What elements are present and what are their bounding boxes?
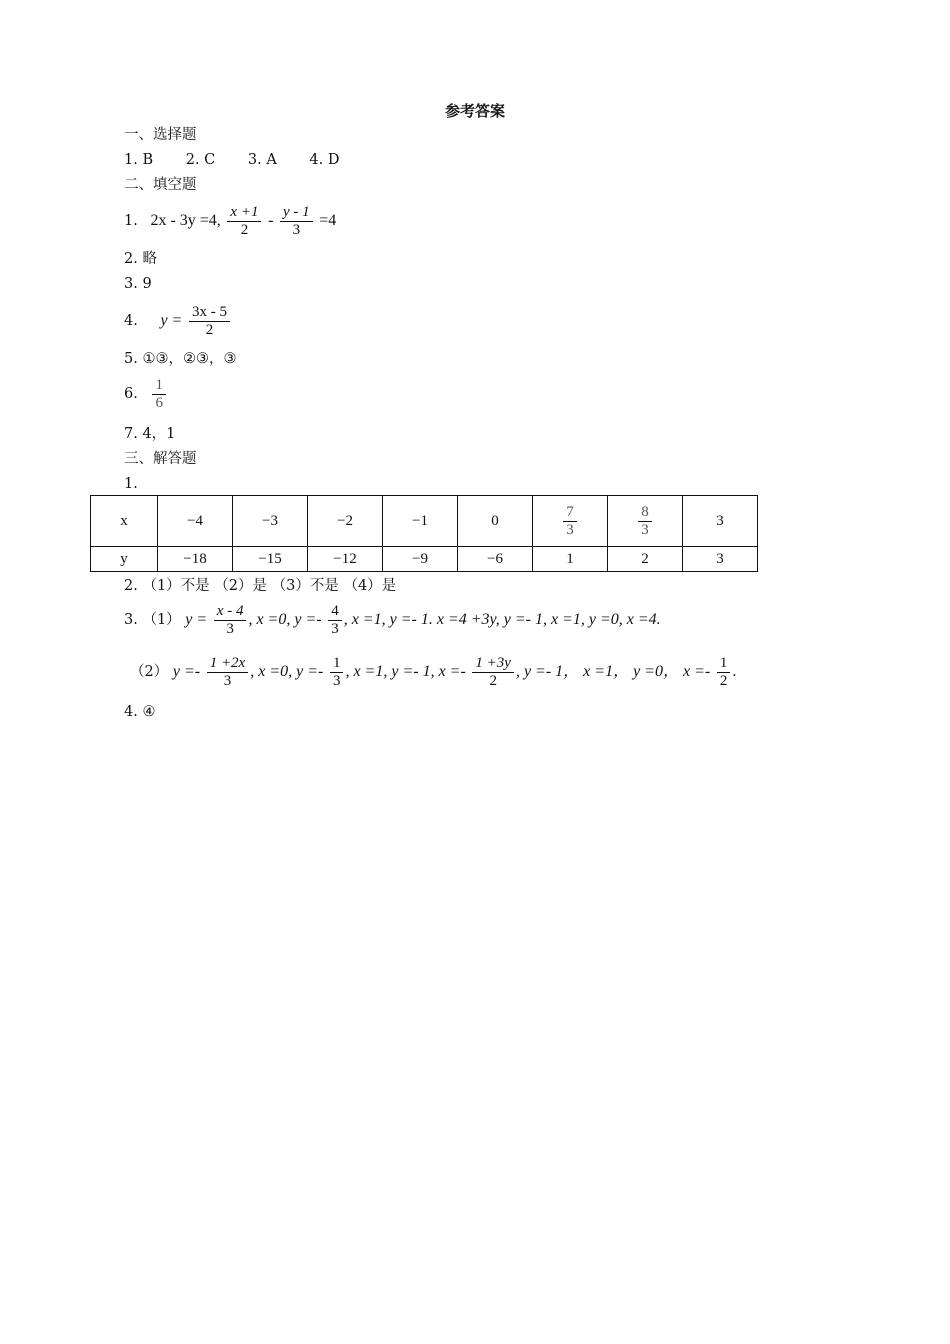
table-cell: 2 — [608, 547, 683, 572]
table-cell: 1 — [533, 547, 608, 572]
solve-3b-fraction-1 — [207, 655, 249, 690]
solve-3-mid: , x =0, y =- — [248, 611, 322, 628]
table-cell — [608, 496, 683, 547]
fraction-denominator: 2 — [205, 321, 214, 338]
choice-answer-1: 1. B — [124, 152, 154, 168]
page-title: 参考答案 — [444, 102, 505, 120]
table-cell: −12 — [308, 547, 383, 572]
fraction-denominator: 6 — [155, 394, 163, 411]
fraction-denominator: 3 — [331, 620, 339, 637]
table-cell: −3 — [233, 496, 308, 547]
solve-3-rest: , x =1, y =- 1. x =4 +3y, y =- 1, x =1, y =0, x =4. — [343, 611, 661, 628]
solve-3b-end: . — [732, 663, 737, 680]
solve-3b-lhs: y =- — [172, 663, 201, 680]
table-cell: 3 — [683, 547, 758, 572]
solve-3b-prefix: （2） — [130, 664, 169, 680]
fill-answer-5: 5. ①③，②③，③ — [124, 351, 237, 367]
solve-3b-fraction-4 — [717, 655, 731, 690]
solve-3b-fraction-3 — [472, 655, 514, 690]
fraction-numerator: x - 4 — [214, 603, 247, 621]
table-cell: −2 — [308, 496, 383, 547]
fraction-numerator: 1 — [152, 377, 166, 395]
fill-answer-4 — [124, 299, 232, 343]
fill-1-equation: 2x - 3y =4, — [150, 212, 221, 229]
fraction-numerator: 1 +3y — [472, 655, 514, 673]
solve-3-fraction-1 — [214, 603, 247, 638]
fill-6-fraction — [152, 377, 166, 412]
table-fraction — [563, 504, 577, 539]
fraction-numerator: y - 1 — [280, 204, 313, 222]
fraction-denominator: 2 — [719, 672, 728, 689]
table-cell — [533, 496, 608, 547]
fraction-numerator: 8 — [638, 504, 652, 522]
table-row-y — [91, 547, 758, 572]
fraction-denominator: 3 — [332, 672, 341, 689]
table-header-y: y — [91, 547, 158, 572]
choice-answers-row — [124, 150, 339, 170]
fill-answer-6 — [124, 372, 168, 416]
fraction-denominator: 3 — [292, 221, 301, 238]
fraction-numerator: 4 — [328, 603, 342, 621]
table-cell: −4 — [158, 496, 233, 547]
fill-answer-7: 7. 4，1 — [124, 426, 176, 442]
table-cell: −15 — [233, 547, 308, 572]
fraction-denominator: 3 — [226, 620, 234, 637]
choice-answer-3: 3. A — [247, 152, 277, 168]
fill-6-number: 6. — [124, 386, 138, 402]
solve-answer-4: 4. ④ — [124, 704, 156, 720]
fraction-denominator: 2 — [240, 221, 249, 238]
fill-4-fraction — [189, 304, 230, 339]
fill-4-number: 4. — [124, 313, 138, 329]
solve-answer-3-part-2 — [130, 650, 736, 694]
table-row-x — [91, 496, 758, 547]
solve-3b-fraction-2 — [330, 655, 344, 690]
fill-1-number: 1. — [124, 213, 138, 229]
solve-3b-mid-1: , x =0, y =- — [250, 663, 324, 680]
table-cell: −1 — [383, 496, 458, 547]
section-heading-choice: 一、选择题 — [124, 127, 197, 143]
fill-1-fraction-2 — [280, 204, 313, 239]
table-cell: 0 — [458, 496, 533, 547]
fill-4-lhs: y = — [160, 312, 183, 329]
fraction-numerator: 1 — [717, 655, 731, 673]
table-fraction — [638, 504, 652, 539]
solve-3-lhs: y = — [185, 611, 208, 628]
solve-answer-3-part-1 — [124, 598, 661, 642]
fill-1-fraction-1 — [227, 204, 261, 239]
section-heading-fill: 二、填空题 — [124, 177, 197, 193]
solve-1-number: 1. — [124, 476, 138, 492]
fraction-numerator: 7 — [563, 504, 577, 522]
fraction-denominator: 3 — [566, 521, 574, 538]
fill-answer-1 — [124, 199, 336, 243]
table-cell: −18 — [158, 547, 233, 572]
solve-3-fraction-2 — [328, 603, 342, 638]
fraction-numerator: 3x - 5 — [189, 304, 230, 322]
choice-answer-2: 2. C — [185, 152, 216, 168]
solve-3b-mid-3: , y =- 1， x =1， y =0， x =- — [515, 663, 711, 680]
fill-1-minus: - — [268, 212, 274, 229]
fraction-denominator: 3 — [223, 672, 232, 689]
fraction-denominator: 2 — [489, 672, 497, 689]
table-cell: −9 — [383, 547, 458, 572]
solve-3b-mid-2: , x =1, y =- 1, x =- — [345, 663, 466, 680]
fill-answer-3: 3. 9 — [124, 276, 152, 292]
table-cell: 3 — [683, 496, 758, 547]
solve-3-prefix: 3. （1） — [124, 612, 181, 628]
table-cell: −6 — [458, 547, 533, 572]
section-heading-solve: 三、解答题 — [124, 451, 197, 467]
fraction-numerator: 1 +2x — [207, 655, 249, 673]
fill-answer-2: 2. 略 — [124, 251, 157, 267]
table-header-x: x — [91, 496, 158, 547]
solve-answer-2: 2. （1）不是 （2）是 （3）不是 （4）是 — [124, 578, 397, 594]
fraction-denominator: 3 — [641, 521, 649, 538]
fraction-numerator: x +1 — [227, 204, 261, 222]
fraction-numerator: 1 — [330, 655, 344, 673]
value-table — [90, 495, 758, 572]
choice-answer-4: 4. D — [309, 152, 340, 168]
fill-1-rhs: =4 — [319, 212, 337, 229]
